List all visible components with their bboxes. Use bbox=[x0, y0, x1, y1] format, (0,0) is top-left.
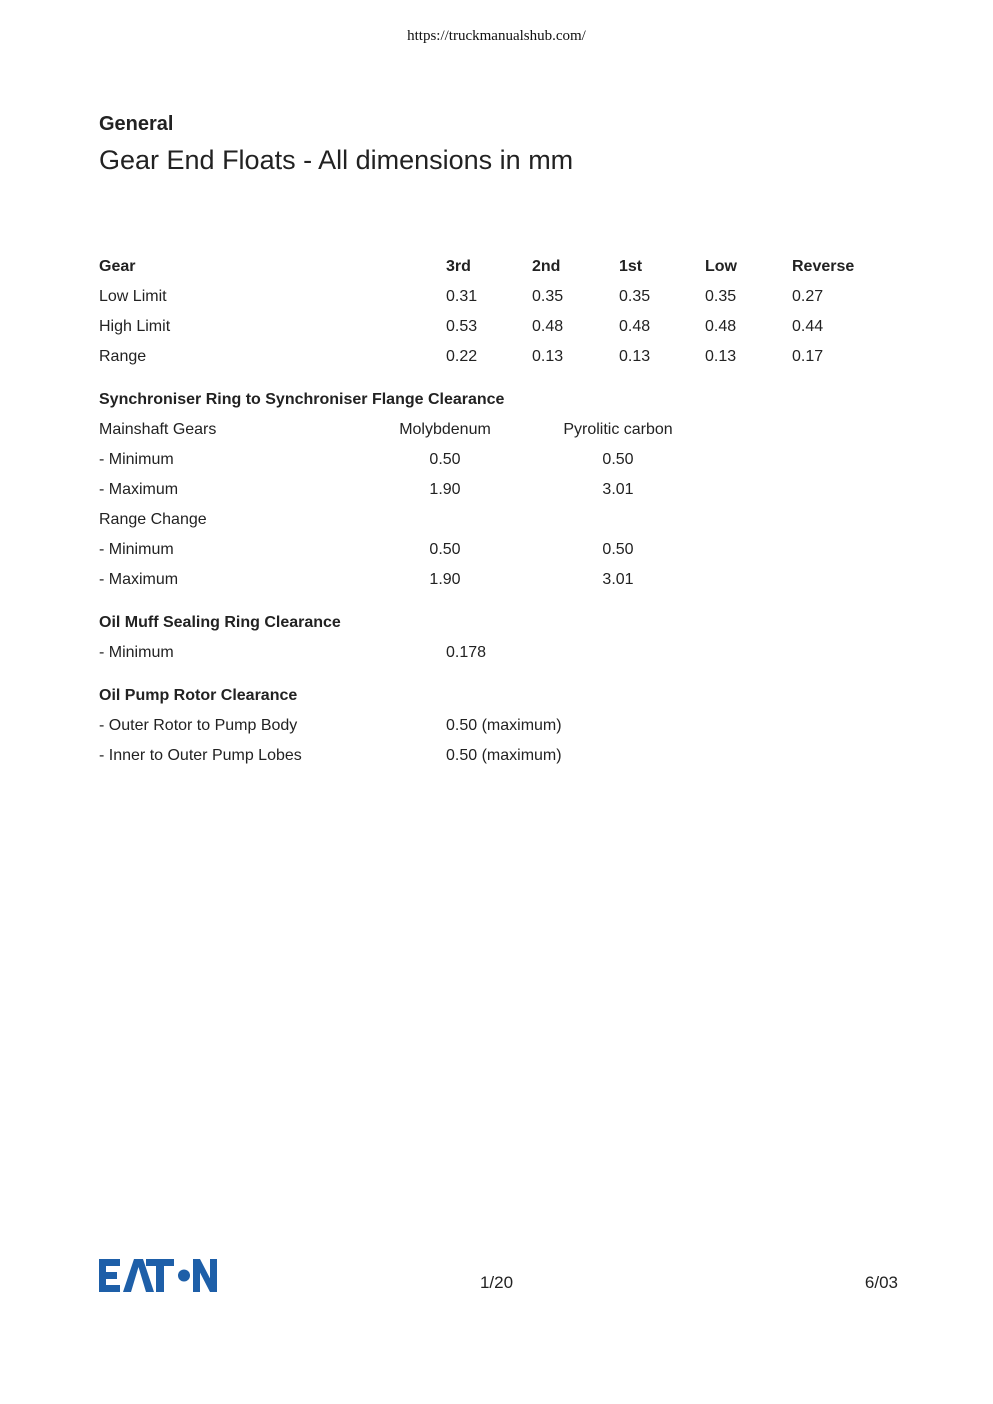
row-label: High Limit bbox=[99, 318, 171, 335]
table-cell: 0.31 bbox=[446, 288, 478, 305]
section-label: General bbox=[99, 113, 174, 135]
oil-muff-heading: Oil Muff Sealing Ring Clearance bbox=[99, 614, 341, 631]
table-row bbox=[0, 285, 993, 309]
item-value: 1.90 bbox=[429, 481, 461, 498]
oil-pump-heading: Oil Pump Rotor Clearance bbox=[99, 687, 298, 704]
header-cell: Low bbox=[705, 258, 737, 275]
table-cell: 0.48 bbox=[705, 318, 737, 335]
item-value: 0.50 bbox=[602, 451, 634, 468]
table-cell: 0.53 bbox=[446, 318, 478, 335]
table-cell: 0.44 bbox=[792, 318, 824, 335]
item-label: - Maximum bbox=[99, 481, 179, 498]
item-label: - Minimum bbox=[99, 644, 174, 661]
item-label: - Inner to Outer Pump Lobes bbox=[99, 747, 302, 764]
header-cell: Reverse bbox=[792, 258, 855, 275]
table-cell: 0.48 bbox=[532, 318, 564, 335]
item-label: - Maximum bbox=[99, 571, 179, 588]
range-change-row bbox=[0, 508, 993, 532]
table-cell: 0.48 bbox=[619, 318, 651, 335]
header-cell: 1st bbox=[619, 258, 643, 275]
table-cell: 0.13 bbox=[532, 348, 564, 365]
item-value: 3.01 bbox=[602, 571, 634, 588]
list-item bbox=[0, 744, 993, 768]
item-value: 0.50 bbox=[602, 541, 634, 558]
list-item bbox=[0, 478, 993, 502]
list-item bbox=[0, 538, 993, 562]
page-title: Gear End Floats - All dimensions in mm bbox=[99, 145, 574, 175]
pyrolitic-header: Pyrolitic carbon bbox=[563, 421, 673, 438]
table-cell: 0.27 bbox=[792, 288, 824, 305]
list-item bbox=[0, 641, 993, 665]
table-cell: 0.35 bbox=[619, 288, 651, 305]
revision-date: 6/03 bbox=[864, 1273, 898, 1292]
list-item bbox=[0, 448, 993, 472]
row-label: Low Limit bbox=[99, 288, 167, 305]
sync-column-header bbox=[0, 418, 993, 442]
row-label: Range bbox=[99, 348, 147, 365]
item-value: 0.50 bbox=[429, 451, 461, 468]
table-cell: 0.17 bbox=[792, 348, 824, 365]
header-cell: 2nd bbox=[532, 258, 561, 275]
item-value: 3.01 bbox=[602, 481, 634, 498]
item-label: - Minimum bbox=[99, 541, 174, 558]
item-value: 1.90 bbox=[429, 571, 461, 588]
table-row bbox=[0, 315, 993, 339]
item-value: 0.50 (maximum) bbox=[446, 717, 562, 734]
mainshaft-label: Mainshaft Gears bbox=[99, 421, 217, 438]
source-url[interactable]: https://truckmanualshub.com/ bbox=[407, 28, 586, 44]
table-cell: 0.35 bbox=[532, 288, 564, 305]
range-change-label: Range Change bbox=[99, 511, 207, 528]
gear-table-header bbox=[0, 255, 993, 279]
list-item bbox=[0, 568, 993, 592]
header-cell: 3rd bbox=[446, 258, 471, 275]
page-number: 1/20 bbox=[479, 1273, 514, 1292]
molybdenum-header: Molybdenum bbox=[399, 421, 491, 438]
header-cell: Gear bbox=[99, 258, 136, 275]
item-value: 0.178 bbox=[446, 644, 487, 661]
item-value: 0.50 (maximum) bbox=[446, 747, 562, 764]
table-cell: 0.13 bbox=[619, 348, 651, 365]
table-cell: 0.22 bbox=[446, 348, 478, 365]
sync-heading: Synchroniser Ring to Synchroniser Flange Clearance bbox=[99, 391, 505, 408]
item-label: - Outer Rotor to Pump Body bbox=[99, 717, 298, 734]
table-row bbox=[0, 345, 993, 369]
table-cell: 0.13 bbox=[705, 348, 737, 365]
list-item bbox=[0, 714, 993, 738]
item-label: - Minimum bbox=[99, 451, 174, 468]
table-cell: 0.35 bbox=[705, 288, 737, 305]
item-value: 0.50 bbox=[429, 541, 461, 558]
